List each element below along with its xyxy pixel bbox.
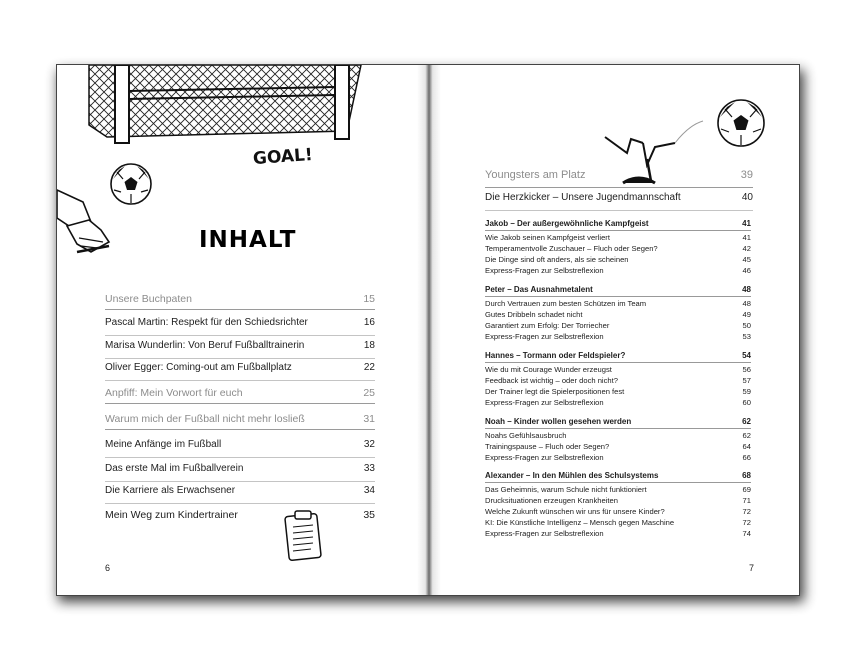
toc-item [485,528,751,539]
chapter-title: Alexander – In den Mühlen des Schulsystems [485,471,659,480]
toc-entry-page: 15 [363,293,375,305]
toc-entry-title: Marisa Wunderlin: Von Beruf Fußballtrainerin [105,340,305,351]
toc-item-title: Temperamentvolle Zuschauer – Fluch oder Segen? [485,244,658,253]
goal-net-illustration [77,65,367,155]
open-book [56,64,800,596]
toc-item-title: Express-Fragen zur Selbstreflexion [485,453,604,462]
toc-item [485,430,751,441]
toc-item-page: 71 [742,496,751,505]
toc-item-title: Wie du mit Courage Wunder erzeugst [485,365,612,374]
chapter-block [485,469,751,539]
toc-item-title: Drucksituationen erzeugen Krankheiten [485,496,618,505]
kicking-leg-illustration [57,160,167,270]
toc-item-page: 60 [742,398,751,407]
right-page [429,65,801,595]
toc-entry [105,409,375,430]
toc-item-page: 72 [742,507,751,516]
toc-entry-title: Meine Anfänge im Fußball [105,439,222,450]
chapter-heading [485,283,751,297]
toc-entry [105,383,375,404]
toc-item-page: 45 [742,255,751,264]
chapter-block [485,349,751,408]
toc-item [485,243,751,254]
toc-item [485,331,751,342]
toc-item-title: Das Geheimnis, warum Schule nicht funktioniert [485,485,647,494]
toc-entry-page: 32 [363,439,375,450]
toc-item [485,452,751,463]
toc-item-page: 56 [742,365,751,374]
toc-item-title: Trainingspause – Fluch oder Segen? [485,442,610,451]
left-page [57,65,427,595]
football-icon [718,100,764,146]
toc-item-title: Express-Fragen zur Selbstreflexion [485,398,604,407]
toc-entry-page: 22 [363,362,375,373]
toc-entry-page: 16 [363,317,375,328]
toc-entry-title: Mein Weg zum Kindertrainer [105,509,238,521]
toc-item [485,495,751,506]
toc-entry-title: Oliver Egger: Coming-out am Fußballplatz [105,362,292,373]
toc-item [485,375,751,386]
toc-item-title: Noahs Gefühlsausbruch [485,431,567,440]
section-heading [485,169,753,188]
chapter-heading [485,415,751,429]
toc-item-page: 48 [742,299,751,308]
toc-entry [105,289,375,310]
toc-entry [105,505,375,527]
chapter-title: Noah – Kinder wollen gesehen werden [485,417,632,426]
section-title: Youngsters am Platz [485,169,586,181]
toc-item-title: KI: Die Künstliche Intelligenz – Mensch gegen Maschine [485,518,675,527]
chapter-heading [485,217,751,231]
toc-entry-page: 31 [363,413,375,425]
toc-entry-title: Pascal Martin: Respekt für den Schiedsrichter [105,317,308,328]
toc-item [485,309,751,320]
chapter-title: Peter – Das Ausnahmetalent [485,285,593,294]
toc-entry [105,336,375,359]
chapter-page: 54 [742,351,751,360]
chapter-title: Jakob – Der außergewöhnliche Kampfgeist [485,219,649,228]
football-icon [111,164,151,204]
toc-item [485,265,751,276]
toc-entry [105,313,375,336]
toc-item-title: Wie Jakob seinen Kampfgeist verliert [485,233,610,242]
toc-entry-page: 35 [363,509,375,521]
toc-entry-title: Warum mich der Fußball nicht mehr losließ [105,413,305,425]
goal-exclamation: GOAL! [252,144,314,170]
toc-entry [105,358,375,381]
section-page: 39 [740,169,753,181]
toc-item-title: Die Dinge sind oft anders, als sie scheinen [485,255,629,264]
toc-item [485,320,751,331]
toc-item-page: 69 [742,485,751,494]
toc-item-page: 46 [742,266,751,275]
toc-entry-title: Die Karriere als Erwachsener [105,485,236,496]
chapter-heading [485,349,751,363]
toc-item [485,364,751,375]
toc-item-page: 74 [742,529,751,538]
toc-item [485,232,751,243]
toc-item-page: 49 [742,310,751,319]
chapter-block [485,217,751,276]
toc-item [485,386,751,397]
subsection-page: 40 [741,192,753,203]
chapter-page: 41 [742,219,751,228]
toc-item [485,506,751,517]
toc-item-title: Gutes Dribbeln schadet nicht [485,310,583,319]
toc-item [485,517,751,528]
toc-entry [105,435,375,458]
toc-entry-title: Das erste Mal im Fußballverein [105,463,244,474]
toc-entry-page: 34 [363,485,375,496]
toc-item [485,484,751,495]
toc-entry [105,459,375,482]
page-title: INHALT [199,227,297,253]
toc-item-page: 59 [742,387,751,396]
toc-entry-page: 25 [363,387,375,399]
toc-item-title: Der Trainer legt die Spielerpositionen fest [485,387,625,396]
chapter-block [485,415,751,463]
chapter-page: 48 [742,285,751,294]
clipboard-icon [283,509,323,561]
toc-item-title: Durch Vertrauen zum besten Schützen im Team [485,299,647,308]
toc-item-page: 64 [742,442,751,451]
toc-item-page: 62 [742,431,751,440]
toc-item-title: Express-Fragen zur Selbstreflexion [485,529,604,538]
chapter-heading [485,469,751,483]
chapter-block [485,283,751,342]
chapter-title: Hannes – Tormann oder Feldspieler? [485,351,626,360]
toc-entry-title: Unsere Buchpaten [105,293,192,305]
toc-item [485,441,751,452]
subsection-heading [485,192,753,211]
toc-item-page: 50 [742,321,751,330]
toc-entry [105,481,375,504]
toc-item-title: Feedback ist wichtig – oder doch nicht? [485,376,618,385]
toc-entry-title: Anpfiff: Mein Vorwort für euch [105,387,243,399]
toc-item-title: Garantiert zum Erfolg: Der Torriecher [485,321,610,330]
toc-item-page: 66 [742,453,751,462]
page-number-right: 7 [749,563,755,573]
toc-item-page: 41 [742,233,751,242]
toc-item-page: 53 [742,332,751,341]
toc-entry-page: 18 [363,340,375,351]
toc-item-page: 57 [742,376,751,385]
chapter-page: 62 [742,417,751,426]
toc-entry-page: 33 [363,463,375,474]
toc-item [485,254,751,265]
toc-item-title: Express-Fragen zur Selbstreflexion [485,332,604,341]
toc-item [485,397,751,408]
page-number-left: 6 [105,563,111,573]
toc-item-page: 42 [742,244,751,253]
chapter-page: 68 [742,471,751,480]
toc-item [485,298,751,309]
toc-item-title: Express-Fragen zur Selbstreflexion [485,266,604,275]
toc-item-page: 72 [742,518,751,527]
toc-item-title: Welche Zukunft wünschen wir uns für unsere Kinder? [485,507,665,516]
subsection-title: Die Herzkicker – Unsere Jugendmannschaft [485,192,681,203]
